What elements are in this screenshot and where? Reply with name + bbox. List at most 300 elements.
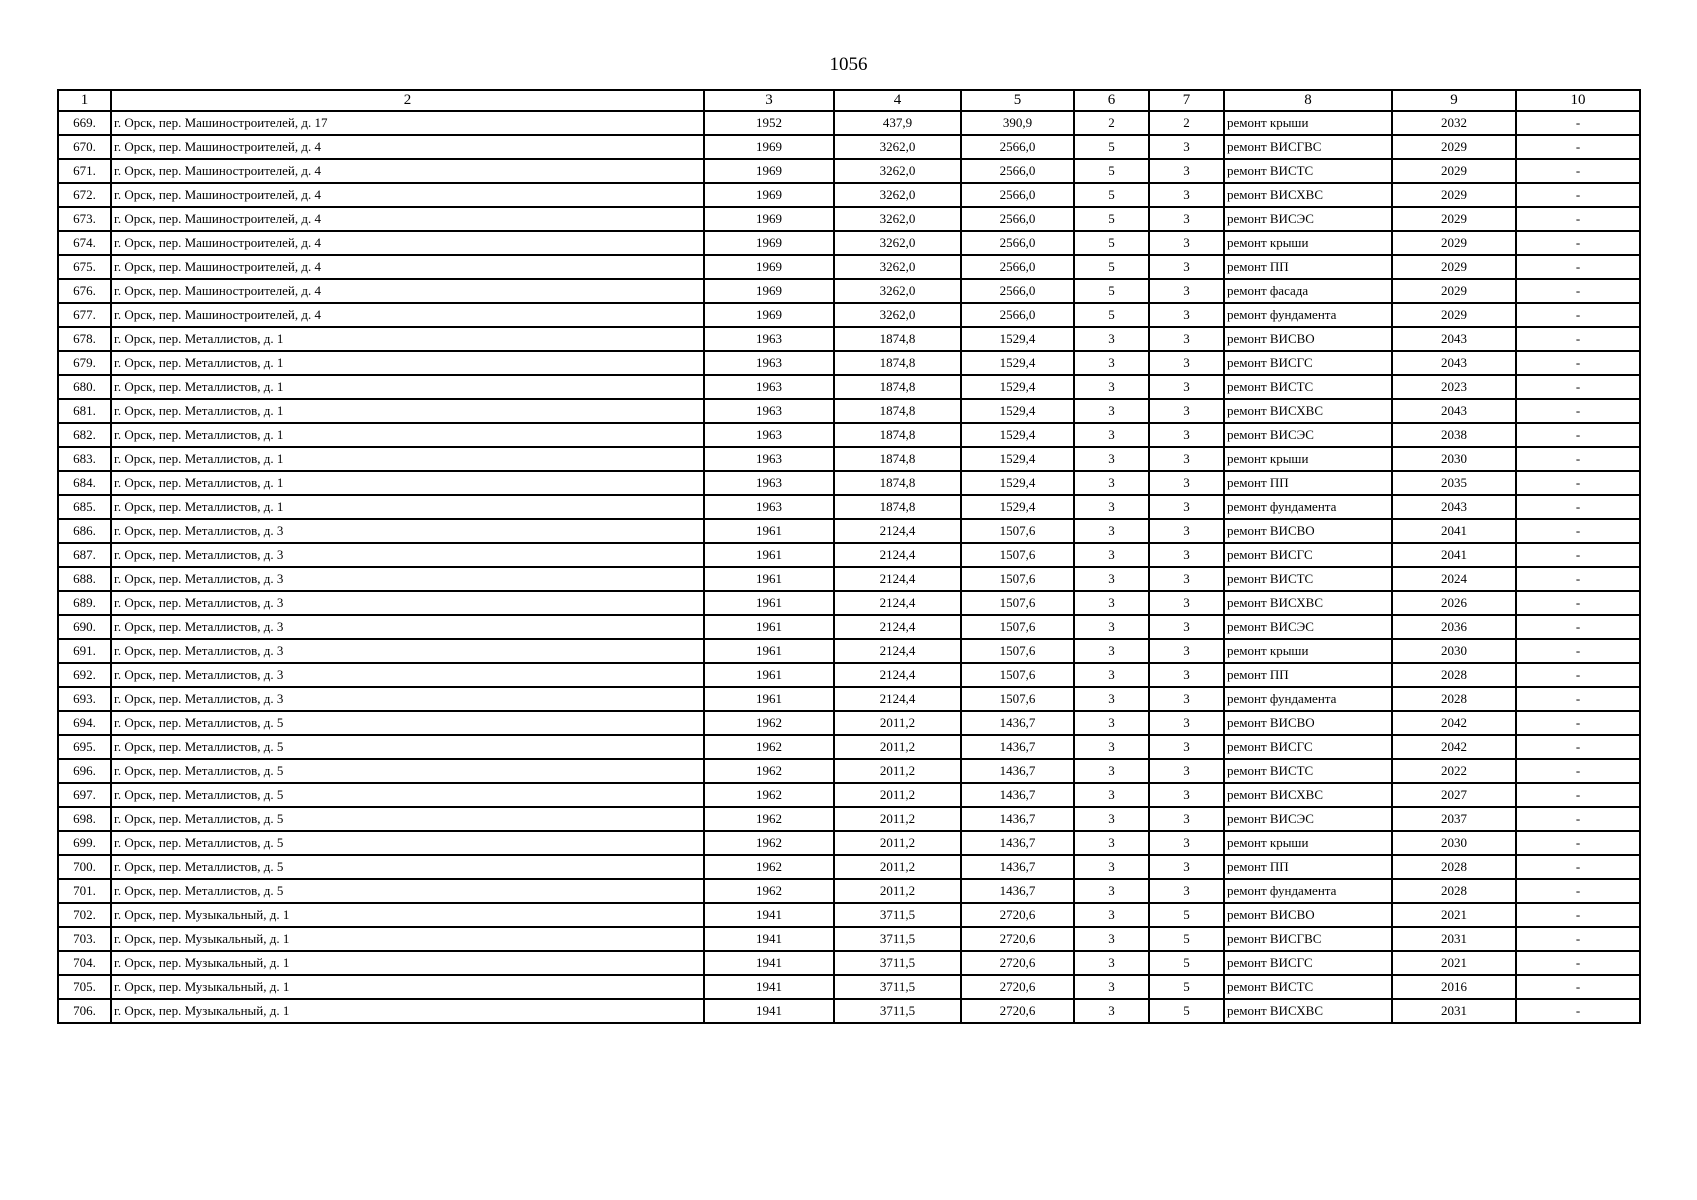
entrances-cell: 5: [1149, 903, 1224, 927]
work-type-cell: ремонт фасада: [1224, 279, 1392, 303]
planned-year-cell: 2042: [1392, 711, 1516, 735]
address-cell: г. Орск, пер. Металлистов, д. 3: [111, 639, 704, 663]
row-number-cell: 681.: [58, 399, 111, 423]
total-area-cell: 1874,8: [834, 399, 961, 423]
work-type-cell: ремонт ВИСТС: [1224, 567, 1392, 591]
year-built-cell: 1962: [704, 807, 834, 831]
floors-cell: 3: [1074, 615, 1149, 639]
planned-year-cell: 2022: [1392, 759, 1516, 783]
living-area-cell: 1507,6: [961, 519, 1074, 543]
work-type-cell: ремонт ВИСХВС: [1224, 399, 1392, 423]
year-built-cell: 1961: [704, 543, 834, 567]
table-row: [58, 543, 1640, 567]
address-cell: г. Орск, пер. Металлистов, д. 5: [111, 831, 704, 855]
entrances-cell: 3: [1149, 807, 1224, 831]
note-cell: -: [1516, 663, 1640, 687]
planned-year-cell: 2026: [1392, 591, 1516, 615]
year-built-cell: 1962: [704, 783, 834, 807]
entrances-cell: 3: [1149, 615, 1224, 639]
planned-year-cell: 2028: [1392, 879, 1516, 903]
floors-cell: 3: [1074, 327, 1149, 351]
floors-cell: 5: [1074, 231, 1149, 255]
row-number-cell: 700.: [58, 855, 111, 879]
living-area-cell: 1436,7: [961, 711, 1074, 735]
entrances-cell: 3: [1149, 423, 1224, 447]
total-area-cell: 2124,4: [834, 543, 961, 567]
table-row: [58, 615, 1640, 639]
year-built-cell: 1969: [704, 255, 834, 279]
row-number-cell: 674.: [58, 231, 111, 255]
table-row: [58, 183, 1640, 207]
entrances-cell: 5: [1149, 975, 1224, 999]
row-number-cell: 688.: [58, 567, 111, 591]
work-type-cell: ремонт ВИСТС: [1224, 375, 1392, 399]
year-built-cell: 1969: [704, 207, 834, 231]
address-cell: г. Орск, пер. Машиностроителей, д. 4: [111, 135, 704, 159]
living-area-cell: 2566,0: [961, 279, 1074, 303]
note-cell: -: [1516, 783, 1640, 807]
table-row: [58, 951, 1640, 975]
row-number-cell: 704.: [58, 951, 111, 975]
entrances-cell: 5: [1149, 999, 1224, 1023]
table-row: [58, 279, 1640, 303]
entrances-cell: 3: [1149, 135, 1224, 159]
total-area-cell: 1874,8: [834, 375, 961, 399]
living-area-cell: 1529,4: [961, 471, 1074, 495]
table-body: [58, 111, 1640, 1023]
work-type-cell: ремонт ПП: [1224, 255, 1392, 279]
row-number-cell: 673.: [58, 207, 111, 231]
row-number-cell: 689.: [58, 591, 111, 615]
total-area-cell: 2011,2: [834, 807, 961, 831]
note-cell: -: [1516, 207, 1640, 231]
table-row: [58, 111, 1640, 135]
planned-year-cell: 2035: [1392, 471, 1516, 495]
total-area-cell: 1874,8: [834, 327, 961, 351]
row-number-cell: 702.: [58, 903, 111, 927]
note-cell: -: [1516, 375, 1640, 399]
table-row: [58, 783, 1640, 807]
work-type-cell: ремонт крыши: [1224, 639, 1392, 663]
planned-year-cell: 2031: [1392, 999, 1516, 1023]
entrances-cell: 3: [1149, 399, 1224, 423]
note-cell: -: [1516, 759, 1640, 783]
floors-cell: 3: [1074, 903, 1149, 927]
column-header-4: 4: [834, 90, 961, 111]
address-cell: г. Орск, пер. Металлистов, д. 1: [111, 375, 704, 399]
living-area-cell: 1507,6: [961, 639, 1074, 663]
living-area-cell: 1529,4: [961, 423, 1074, 447]
row-number-cell: 676.: [58, 279, 111, 303]
note-cell: -: [1516, 327, 1640, 351]
living-area-cell: 1529,4: [961, 327, 1074, 351]
row-number-cell: 697.: [58, 783, 111, 807]
work-type-cell: ремонт фундамента: [1224, 303, 1392, 327]
column-header-5: 5: [961, 90, 1074, 111]
entrances-cell: 3: [1149, 447, 1224, 471]
entrances-cell: 3: [1149, 183, 1224, 207]
entrances-cell: 3: [1149, 663, 1224, 687]
total-area-cell: 2011,2: [834, 879, 961, 903]
floors-cell: 3: [1074, 495, 1149, 519]
table-row: [58, 975, 1640, 999]
planned-year-cell: 2032: [1392, 111, 1516, 135]
floors-cell: 3: [1074, 879, 1149, 903]
living-area-cell: 1529,4: [961, 495, 1074, 519]
planned-year-cell: 2028: [1392, 663, 1516, 687]
work-type-cell: ремонт ВИСГС: [1224, 735, 1392, 759]
table-row: [58, 855, 1640, 879]
year-built-cell: 1961: [704, 615, 834, 639]
floors-cell: 3: [1074, 927, 1149, 951]
year-built-cell: 1969: [704, 303, 834, 327]
address-cell: г. Орск, пер. Металлистов, д. 5: [111, 759, 704, 783]
living-area-cell: 2720,6: [961, 903, 1074, 927]
note-cell: -: [1516, 111, 1640, 135]
work-type-cell: ремонт ВИСХВС: [1224, 783, 1392, 807]
floors-cell: 3: [1074, 663, 1149, 687]
year-built-cell: 1969: [704, 231, 834, 255]
address-cell: г. Орск, пер. Музыкальный, д. 1: [111, 951, 704, 975]
year-built-cell: 1961: [704, 567, 834, 591]
floors-cell: 5: [1074, 303, 1149, 327]
living-area-cell: 1436,7: [961, 831, 1074, 855]
address-cell: г. Орск, пер. Металлистов, д. 3: [111, 687, 704, 711]
entrances-cell: 3: [1149, 471, 1224, 495]
living-area-cell: 2566,0: [961, 255, 1074, 279]
entrances-cell: 3: [1149, 759, 1224, 783]
planned-year-cell: 2029: [1392, 279, 1516, 303]
work-type-cell: ремонт ВИСГВС: [1224, 135, 1392, 159]
living-area-cell: 2720,6: [961, 927, 1074, 951]
entrances-cell: 3: [1149, 375, 1224, 399]
row-number-cell: 705.: [58, 975, 111, 999]
entrances-cell: 3: [1149, 519, 1224, 543]
total-area-cell: 1874,8: [834, 495, 961, 519]
living-area-cell: 1507,6: [961, 567, 1074, 591]
row-number-cell: 698.: [58, 807, 111, 831]
address-cell: г. Орск, пер. Металлистов, д. 3: [111, 615, 704, 639]
column-header-7: 7: [1149, 90, 1224, 111]
floors-cell: 2: [1074, 111, 1149, 135]
work-type-cell: ремонт ВИСГС: [1224, 543, 1392, 567]
floors-cell: 3: [1074, 567, 1149, 591]
living-area-cell: 1507,6: [961, 687, 1074, 711]
row-number-cell: 699.: [58, 831, 111, 855]
living-area-cell: 1436,7: [961, 855, 1074, 879]
address-cell: г. Орск, пер. Машиностроителей, д. 4: [111, 231, 704, 255]
table-row: [58, 255, 1640, 279]
note-cell: -: [1516, 831, 1640, 855]
total-area-cell: 2011,2: [834, 711, 961, 735]
planned-year-cell: 2030: [1392, 447, 1516, 471]
table-row: [58, 399, 1640, 423]
entrances-cell: 3: [1149, 327, 1224, 351]
year-built-cell: 1963: [704, 447, 834, 471]
year-built-cell: 1963: [704, 375, 834, 399]
row-number-cell: 691.: [58, 639, 111, 663]
address-cell: г. Орск, пер. Металлистов, д. 1: [111, 351, 704, 375]
total-area-cell: 2011,2: [834, 855, 961, 879]
planned-year-cell: 2037: [1392, 807, 1516, 831]
planned-year-cell: 2041: [1392, 519, 1516, 543]
year-built-cell: 1961: [704, 639, 834, 663]
work-type-cell: ремонт крыши: [1224, 231, 1392, 255]
column-header-8: 8: [1224, 90, 1392, 111]
work-type-cell: ремонт ПП: [1224, 471, 1392, 495]
address-cell: г. Орск, пер. Музыкальный, д. 1: [111, 903, 704, 927]
planned-year-cell: 2029: [1392, 207, 1516, 231]
living-area-cell: 1529,4: [961, 351, 1074, 375]
table-row: [58, 495, 1640, 519]
table-row: [58, 231, 1640, 255]
floors-cell: 3: [1074, 855, 1149, 879]
address-cell: г. Орск, пер. Музыкальный, д. 1: [111, 999, 704, 1023]
row-number-cell: 703.: [58, 927, 111, 951]
row-number-cell: 690.: [58, 615, 111, 639]
entrances-cell: 5: [1149, 927, 1224, 951]
year-built-cell: 1941: [704, 927, 834, 951]
entrances-cell: 3: [1149, 495, 1224, 519]
living-area-cell: 2720,6: [961, 975, 1074, 999]
planned-year-cell: 2029: [1392, 255, 1516, 279]
total-area-cell: 3262,0: [834, 255, 961, 279]
table-row: [58, 591, 1640, 615]
address-cell: г. Орск, пер. Металлистов, д. 3: [111, 567, 704, 591]
year-built-cell: 1969: [704, 183, 834, 207]
planned-year-cell: 2030: [1392, 831, 1516, 855]
total-area-cell: 3262,0: [834, 231, 961, 255]
total-area-cell: 3262,0: [834, 279, 961, 303]
table-row: [58, 447, 1640, 471]
address-cell: г. Орск, пер. Металлистов, д. 1: [111, 471, 704, 495]
entrances-cell: 3: [1149, 279, 1224, 303]
note-cell: -: [1516, 255, 1640, 279]
planned-year-cell: 2036: [1392, 615, 1516, 639]
address-cell: г. Орск, пер. Металлистов, д. 1: [111, 399, 704, 423]
row-number-cell: 692.: [58, 663, 111, 687]
planned-year-cell: 2029: [1392, 135, 1516, 159]
planned-year-cell: 2043: [1392, 495, 1516, 519]
living-area-cell: 2566,0: [961, 303, 1074, 327]
total-area-cell: 2011,2: [834, 759, 961, 783]
column-header-1: 1: [58, 90, 111, 111]
note-cell: -: [1516, 495, 1640, 519]
note-cell: -: [1516, 543, 1640, 567]
work-type-cell: ремонт ПП: [1224, 855, 1392, 879]
planned-year-cell: 2016: [1392, 975, 1516, 999]
year-built-cell: 1963: [704, 471, 834, 495]
entrances-cell: 3: [1149, 351, 1224, 375]
note-cell: -: [1516, 303, 1640, 327]
column-header-6: 6: [1074, 90, 1149, 111]
floors-cell: 3: [1074, 687, 1149, 711]
row-number-cell: 706.: [58, 999, 111, 1023]
total-area-cell: 2011,2: [834, 783, 961, 807]
address-cell: г. Орск, пер. Металлистов, д. 5: [111, 879, 704, 903]
total-area-cell: 3711,5: [834, 903, 961, 927]
entrances-cell: 3: [1149, 543, 1224, 567]
floors-cell: 3: [1074, 711, 1149, 735]
work-type-cell: ремонт фундамента: [1224, 495, 1392, 519]
planned-year-cell: 2021: [1392, 903, 1516, 927]
entrances-cell: 3: [1149, 639, 1224, 663]
work-type-cell: ремонт ВИСТС: [1224, 975, 1392, 999]
floors-cell: 3: [1074, 807, 1149, 831]
floors-cell: 3: [1074, 375, 1149, 399]
row-number-cell: 696.: [58, 759, 111, 783]
entrances-cell: 3: [1149, 255, 1224, 279]
entrances-cell: 3: [1149, 567, 1224, 591]
planned-year-cell: 2029: [1392, 183, 1516, 207]
note-cell: -: [1516, 351, 1640, 375]
note-cell: -: [1516, 735, 1640, 759]
column-header-9: 9: [1392, 90, 1516, 111]
row-number-cell: 695.: [58, 735, 111, 759]
total-area-cell: 1874,8: [834, 351, 961, 375]
address-cell: г. Орск, пер. Металлистов, д. 3: [111, 591, 704, 615]
table-row: [58, 831, 1640, 855]
total-area-cell: 437,9: [834, 111, 961, 135]
floors-cell: 5: [1074, 207, 1149, 231]
planned-year-cell: 2038: [1392, 423, 1516, 447]
total-area-cell: 3711,5: [834, 975, 961, 999]
row-number-cell: 671.: [58, 159, 111, 183]
work-type-cell: ремонт ВИСТС: [1224, 159, 1392, 183]
planned-year-cell: 2031: [1392, 927, 1516, 951]
work-type-cell: ремонт ВИСЭС: [1224, 207, 1392, 231]
table-row: [58, 519, 1640, 543]
work-type-cell: ремонт ВИСВО: [1224, 519, 1392, 543]
living-area-cell: 1507,6: [961, 615, 1074, 639]
year-built-cell: 1962: [704, 711, 834, 735]
table-row: [58, 135, 1640, 159]
total-area-cell: 3262,0: [834, 159, 961, 183]
total-area-cell: 2124,4: [834, 567, 961, 591]
address-cell: г. Орск, пер. Машиностроителей, д. 4: [111, 207, 704, 231]
total-area-cell: 3711,5: [834, 927, 961, 951]
living-area-cell: 2566,0: [961, 183, 1074, 207]
note-cell: -: [1516, 279, 1640, 303]
header-row: [58, 90, 1640, 111]
row-number-cell: 672.: [58, 183, 111, 207]
entrances-cell: 3: [1149, 303, 1224, 327]
entrances-cell: 5: [1149, 951, 1224, 975]
floors-cell: 3: [1074, 831, 1149, 855]
entrances-cell: 3: [1149, 159, 1224, 183]
year-built-cell: 1961: [704, 687, 834, 711]
table-row: [58, 567, 1640, 591]
living-area-cell: 1436,7: [961, 879, 1074, 903]
address-cell: г. Орск, пер. Музыкальный, д. 1: [111, 975, 704, 999]
total-area-cell: 2124,4: [834, 663, 961, 687]
page-number: 1056: [829, 54, 868, 75]
address-cell: г. Орск, пер. Музыкальный, д. 1: [111, 927, 704, 951]
row-number-cell: 669.: [58, 111, 111, 135]
table-row: [58, 159, 1640, 183]
total-area-cell: 2011,2: [834, 831, 961, 855]
total-area-cell: 3262,0: [834, 183, 961, 207]
note-cell: -: [1516, 423, 1640, 447]
living-area-cell: 1507,6: [961, 591, 1074, 615]
living-area-cell: 390,9: [961, 111, 1074, 135]
note-cell: -: [1516, 903, 1640, 927]
total-area-cell: 2124,4: [834, 519, 961, 543]
row-number-cell: 693.: [58, 687, 111, 711]
living-area-cell: 2566,0: [961, 207, 1074, 231]
column-header-10: 10: [1516, 90, 1640, 111]
total-area-cell: 3262,0: [834, 135, 961, 159]
address-cell: г. Орск, пер. Машиностроителей, д. 4: [111, 303, 704, 327]
note-cell: -: [1516, 951, 1640, 975]
work-type-cell: ремонт ВИСВО: [1224, 711, 1392, 735]
note-cell: -: [1516, 159, 1640, 183]
living-area-cell: 1507,6: [961, 663, 1074, 687]
floors-cell: 3: [1074, 591, 1149, 615]
year-built-cell: 1969: [704, 159, 834, 183]
year-built-cell: 1963: [704, 327, 834, 351]
living-area-cell: 2566,0: [961, 231, 1074, 255]
note-cell: -: [1516, 519, 1640, 543]
year-built-cell: 1941: [704, 903, 834, 927]
year-built-cell: 1962: [704, 831, 834, 855]
living-area-cell: 2566,0: [961, 135, 1074, 159]
table-row: [58, 303, 1640, 327]
planned-year-cell: 2042: [1392, 735, 1516, 759]
planned-year-cell: 2043: [1392, 351, 1516, 375]
planned-year-cell: 2028: [1392, 687, 1516, 711]
address-cell: г. Орск, пер. Машиностроителей, д. 4: [111, 255, 704, 279]
year-built-cell: 1969: [704, 279, 834, 303]
address-cell: г. Орск, пер. Металлистов, д. 3: [111, 519, 704, 543]
floors-cell: 3: [1074, 471, 1149, 495]
note-cell: -: [1516, 711, 1640, 735]
row-number-cell: 680.: [58, 375, 111, 399]
year-built-cell: 1962: [704, 879, 834, 903]
total-area-cell: 2011,2: [834, 735, 961, 759]
entrances-cell: 3: [1149, 879, 1224, 903]
note-cell: -: [1516, 399, 1640, 423]
year-built-cell: 1963: [704, 495, 834, 519]
entrances-cell: 3: [1149, 831, 1224, 855]
floors-cell: 3: [1074, 783, 1149, 807]
table-row: [58, 759, 1640, 783]
floors-cell: 5: [1074, 279, 1149, 303]
planned-year-cell: 2041: [1392, 543, 1516, 567]
table-row: [58, 471, 1640, 495]
address-cell: г. Орск, пер. Машиностроителей, д. 4: [111, 159, 704, 183]
note-cell: -: [1516, 927, 1640, 951]
total-area-cell: 1874,8: [834, 471, 961, 495]
address-cell: г. Орск, пер. Металлистов, д. 5: [111, 735, 704, 759]
work-type-cell: ремонт ВИСХВС: [1224, 999, 1392, 1023]
address-cell: г. Орск, пер. Металлистов, д. 1: [111, 495, 704, 519]
note-cell: -: [1516, 591, 1640, 615]
address-cell: г. Орск, пер. Металлистов, д. 5: [111, 783, 704, 807]
planned-year-cell: 2028: [1392, 855, 1516, 879]
row-number-cell: 682.: [58, 423, 111, 447]
planned-year-cell: 2021: [1392, 951, 1516, 975]
year-built-cell: 1962: [704, 735, 834, 759]
living-area-cell: 1436,7: [961, 759, 1074, 783]
row-number-cell: 670.: [58, 135, 111, 159]
floors-cell: 3: [1074, 951, 1149, 975]
address-cell: г. Орск, пер. Металлистов, д. 5: [111, 807, 704, 831]
year-built-cell: 1961: [704, 663, 834, 687]
year-built-cell: 1963: [704, 351, 834, 375]
row-number-cell: 678.: [58, 327, 111, 351]
planned-year-cell: 2029: [1392, 303, 1516, 327]
